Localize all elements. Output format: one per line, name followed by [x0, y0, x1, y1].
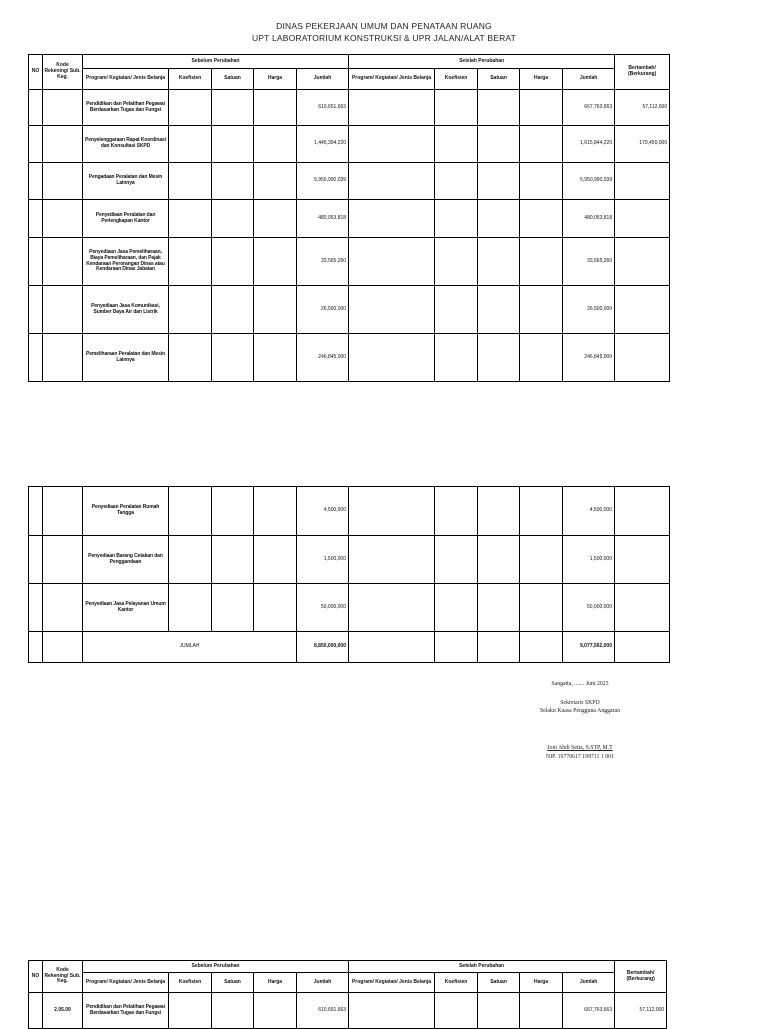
signature-nip: NIP. 19770617 199711 1 001	[546, 754, 614, 760]
header-bertambah: Bertambah/ (Berkurang)	[615, 55, 670, 90]
row-no	[29, 90, 43, 126]
row-satuan-after	[478, 126, 520, 163]
p3-header-jumlah: Jumlah	[297, 973, 349, 993]
row-harga-after	[520, 536, 563, 584]
table-row	[29, 200, 670, 238]
row-harga	[254, 487, 297, 536]
row-diff	[615, 163, 670, 200]
row-jumlah-before: 50,000,000	[297, 584, 349, 632]
row-kode	[43, 126, 83, 163]
p3-header-koefisien: Koefisien	[169, 973, 212, 993]
header-jumlah: Jumlah	[297, 69, 349, 90]
row-program: Penyediaan Barang Cetakan dan Penggandaan	[83, 536, 169, 584]
header-no: NO	[29, 55, 43, 90]
p3-header-harga: Harga	[254, 973, 297, 993]
row-harga-after	[520, 286, 563, 334]
row-koefisien	[169, 126, 212, 163]
row-program: Penyediaan Jasa Pelayanan Umum Kantor	[83, 584, 169, 632]
row-no	[29, 334, 43, 382]
row-program-after	[349, 334, 435, 382]
header-satuan: Satuan	[212, 69, 254, 90]
row-koefisien	[169, 334, 212, 382]
p3-header-program: Program/ Kegiatan/ Jenis Belanja	[83, 973, 169, 993]
row-jumlah-before: 4,500,000	[297, 487, 349, 536]
row-jumlah-after: 33,565,260	[563, 238, 615, 286]
row-program-after	[349, 536, 435, 584]
row-program: Pendidikan dan Pelatihan Pegawai Berdasarkan Tugas dan Fungsi	[83, 90, 169, 126]
row-satuan-after	[478, 584, 520, 632]
row-satuan	[212, 286, 254, 334]
header-koefisien-after: Koefisien	[435, 69, 478, 90]
row-satuan	[212, 584, 254, 632]
row-koefisien-after	[435, 334, 478, 382]
row-koefisien-after	[435, 90, 478, 126]
p3-header-satuan-after: Satuan	[478, 973, 520, 993]
row-diff	[615, 238, 670, 286]
signature-place-date: Sangatta, ....... Juni 2023	[551, 681, 609, 687]
row-jumlah-after: 246,845,000	[563, 334, 615, 382]
row-no	[29, 126, 43, 163]
row-program: Penyediaan Jasa Komunikasi, Sumber Daya Air dan Listrik	[83, 286, 169, 334]
row-satuan	[212, 487, 254, 536]
row-harga-after	[520, 200, 563, 238]
row-no	[29, 286, 43, 334]
row-diff	[615, 334, 670, 382]
row-jumlah-before: 33,565,260	[297, 238, 349, 286]
header-harga-after: Harga	[520, 69, 563, 90]
row-koefisien-after	[435, 487, 478, 536]
header-jumlah-after: Jumlah	[563, 69, 615, 90]
row-satuan-after	[478, 238, 520, 286]
row-jumlah-before: 5,950,990,039	[297, 163, 349, 200]
p3-header-bertambah: Bertambah/ (Berkurang)	[615, 961, 667, 993]
header-program-after: Program/ Kegiatan/ Jenis Belanja	[349, 69, 435, 90]
row-satuan	[212, 163, 254, 200]
row-no	[29, 163, 43, 200]
total-row	[29, 632, 670, 663]
row-program: Pemeliharaan Peralatan dan Mesin Lainnya	[83, 334, 169, 382]
row-satuan-after	[478, 286, 520, 334]
row-koefisien	[169, 286, 212, 334]
total-before: 8,850,000,000	[297, 632, 349, 663]
row-harga-after	[520, 90, 563, 126]
row-no	[29, 536, 43, 584]
signature-role1: Sekretaris SKPD	[560, 700, 600, 706]
header-koefisien: Koefisien	[169, 69, 212, 90]
row-koefisien-after	[435, 536, 478, 584]
row-jumlah-before: 610,651,663	[297, 993, 349, 1029]
table-row	[29, 584, 670, 632]
row-harga-after	[520, 334, 563, 382]
row-satuan-after	[478, 536, 520, 584]
row-harga	[254, 584, 297, 632]
row-program: Pendidikan dan Pelatihan Pegawai Berdasarkan Tugas dan Fungsi	[83, 993, 169, 1029]
row-jumlah-after: 1,615,844,220	[563, 126, 615, 163]
p3-header-kode: Kode Rekening/ Sub. Keg.	[43, 961, 83, 993]
row-koefisien-after	[435, 584, 478, 632]
table-row	[29, 487, 670, 536]
row-jumlah-before: 1,500,000	[297, 536, 349, 584]
row-program: Penyelenggaraan Rapat Koordinasi dan Konsultasi SKPD	[83, 126, 169, 163]
p3-header-harga-after: Harga	[520, 973, 563, 993]
row-kode	[43, 334, 83, 382]
p3-header-satuan: Satuan	[212, 973, 254, 993]
row-kode	[43, 238, 83, 286]
row-diff	[615, 536, 670, 584]
row-harga-after	[520, 487, 563, 536]
row-kode	[43, 536, 83, 584]
row-jumlah-before: 480,053,818	[297, 200, 349, 238]
row-koefisien-after	[435, 238, 478, 286]
row-program: Penyediaan Peralatan Rumah Tangga	[83, 487, 169, 536]
row-program-after	[349, 487, 435, 536]
row-harga-after	[520, 238, 563, 286]
row-program-after	[349, 584, 435, 632]
row-koefisien	[169, 90, 212, 126]
table-row	[29, 993, 667, 1029]
row-program-after	[349, 163, 435, 200]
row-satuan-after	[478, 200, 520, 238]
header-satuan-after: Satuan	[478, 69, 520, 90]
row-satuan	[212, 238, 254, 286]
row-kode	[43, 487, 83, 536]
row-no	[29, 238, 43, 286]
row-kode	[43, 286, 83, 334]
row-harga	[254, 90, 297, 126]
table-row	[29, 536, 670, 584]
row-jumlah-after: 1,500,000	[563, 536, 615, 584]
header-harga: Harga	[254, 69, 297, 90]
row-jumlah-before: 246,845,000	[297, 334, 349, 382]
row-jumlah-after: 26,500,000	[563, 286, 615, 334]
row-diff	[615, 200, 670, 238]
total-label: JUMLAH	[83, 632, 297, 663]
signature-name: Joni Abdi Setia, S.STP, M.T	[547, 745, 613, 751]
row-program: Pengadaan Peralatan dan Mesin Lainnya	[83, 163, 169, 200]
row-koefisien	[169, 584, 212, 632]
row-harga-after	[520, 126, 563, 163]
row-satuan-after	[478, 90, 520, 126]
document-title-line2: UPT LABORATORIUM KONSTRUKSI & UPR JALAN/ALAT BERAT	[251, 33, 517, 43]
row-jumlah-before: 610,651,663	[297, 90, 349, 126]
row-koefisien	[169, 163, 212, 200]
row-satuan	[212, 90, 254, 126]
row-program-after	[349, 286, 435, 334]
row-harga	[254, 286, 297, 334]
header-program: Program/ Kegiatan/ Jenis Belanja	[83, 69, 169, 90]
row-koefisien-after	[435, 126, 478, 163]
table-row	[29, 163, 670, 200]
row-harga	[254, 163, 297, 200]
header-kode: Kode Rekening/ Sub. Keg.	[43, 55, 83, 90]
row-program: Penyediaan Jasa Pemeliharaan, Biaya Pemeliharaan, dan Pajak Kendaraan Perorangan Dinas atau Kendaraan Dinas Jabatan	[83, 238, 169, 286]
row-jumlah-after: 5,950,990,039	[563, 163, 615, 200]
row-diff: 57,112,000	[615, 90, 670, 126]
row-jumlah-after: 667,763,663	[563, 993, 615, 1029]
row-jumlah-after: 4,500,000	[563, 487, 615, 536]
row-kode	[43, 200, 83, 238]
row-program-after	[349, 126, 435, 163]
row-code: 2.05.09	[43, 993, 83, 1029]
p3-header-jumlah-after: Jumlah	[563, 973, 615, 993]
row-harga	[254, 126, 297, 163]
row-diff	[615, 487, 670, 536]
document-title-line1: DINAS PEKERJAAN UMUM DAN PENATAAN RUANG	[276, 21, 492, 31]
row-program-after	[349, 238, 435, 286]
row-koefisien	[169, 200, 212, 238]
row-satuan	[212, 334, 254, 382]
row-satuan	[212, 536, 254, 584]
budget-table-page3	[28, 960, 667, 1029]
table-row	[29, 90, 670, 126]
row-kode	[43, 584, 83, 632]
row-diff: 170,450,000	[615, 126, 670, 163]
table-row	[29, 286, 670, 334]
row-harga	[254, 536, 297, 584]
row-jumlah-before: 1,445,394,220	[297, 126, 349, 163]
table-row	[29, 126, 670, 163]
p3-header-sebelum: Sebelum Perubahan	[83, 961, 349, 973]
budget-table-page1	[28, 54, 670, 382]
row-no	[29, 200, 43, 238]
row-satuan-after	[478, 334, 520, 382]
row-koefisien-after	[435, 163, 478, 200]
header-sebelum: Sebelum Perubahan	[83, 55, 349, 69]
row-kode	[43, 90, 83, 126]
row-harga-after	[520, 584, 563, 632]
p3-header-no: NO	[29, 961, 43, 993]
row-diff: 57,112,000	[615, 993, 667, 1029]
row-koefisien	[169, 238, 212, 286]
row-satuan-after	[478, 163, 520, 200]
row-satuan	[212, 200, 254, 238]
row-program-after	[349, 200, 435, 238]
p3-header-setelah: Setelah Perubahan	[349, 961, 615, 973]
p3-header-koefisien-after: Koefisien	[435, 973, 478, 993]
row-harga-after	[520, 163, 563, 200]
row-koefisien-after	[435, 286, 478, 334]
row-diff	[615, 286, 670, 334]
row-harga	[254, 200, 297, 238]
row-jumlah-after: 480,053,818	[563, 200, 615, 238]
row-program: Penyediaan Peralatan dan Perlengkapan Kantor	[83, 200, 169, 238]
row-koefisien	[169, 536, 212, 584]
row-jumlah-after: 667,763,663	[563, 90, 615, 126]
row-satuan-after	[478, 487, 520, 536]
budget-table-page2	[28, 486, 670, 663]
header-setelah: Setelah Perubahan	[349, 55, 615, 69]
signature-role2: Selaku Kuasa Pengguna Anggaran	[539, 708, 620, 714]
row-no	[29, 487, 43, 536]
row-satuan	[212, 126, 254, 163]
table-row	[29, 334, 670, 382]
row-kode	[43, 163, 83, 200]
row-program-after	[349, 90, 435, 126]
table-row	[29, 238, 670, 286]
total-after: 9,077,562,000	[563, 632, 615, 663]
row-koefisien-after	[435, 200, 478, 238]
row-jumlah-after: 50,000,000	[563, 584, 615, 632]
row-jumlah-before: 26,500,000	[297, 286, 349, 334]
row-no	[29, 584, 43, 632]
p3-header-program-after: Program/ Kegiatan/ Jenis Belanja	[349, 973, 435, 993]
row-harga	[254, 238, 297, 286]
row-harga	[254, 334, 297, 382]
row-koefisien	[169, 487, 212, 536]
row-diff	[615, 584, 670, 632]
